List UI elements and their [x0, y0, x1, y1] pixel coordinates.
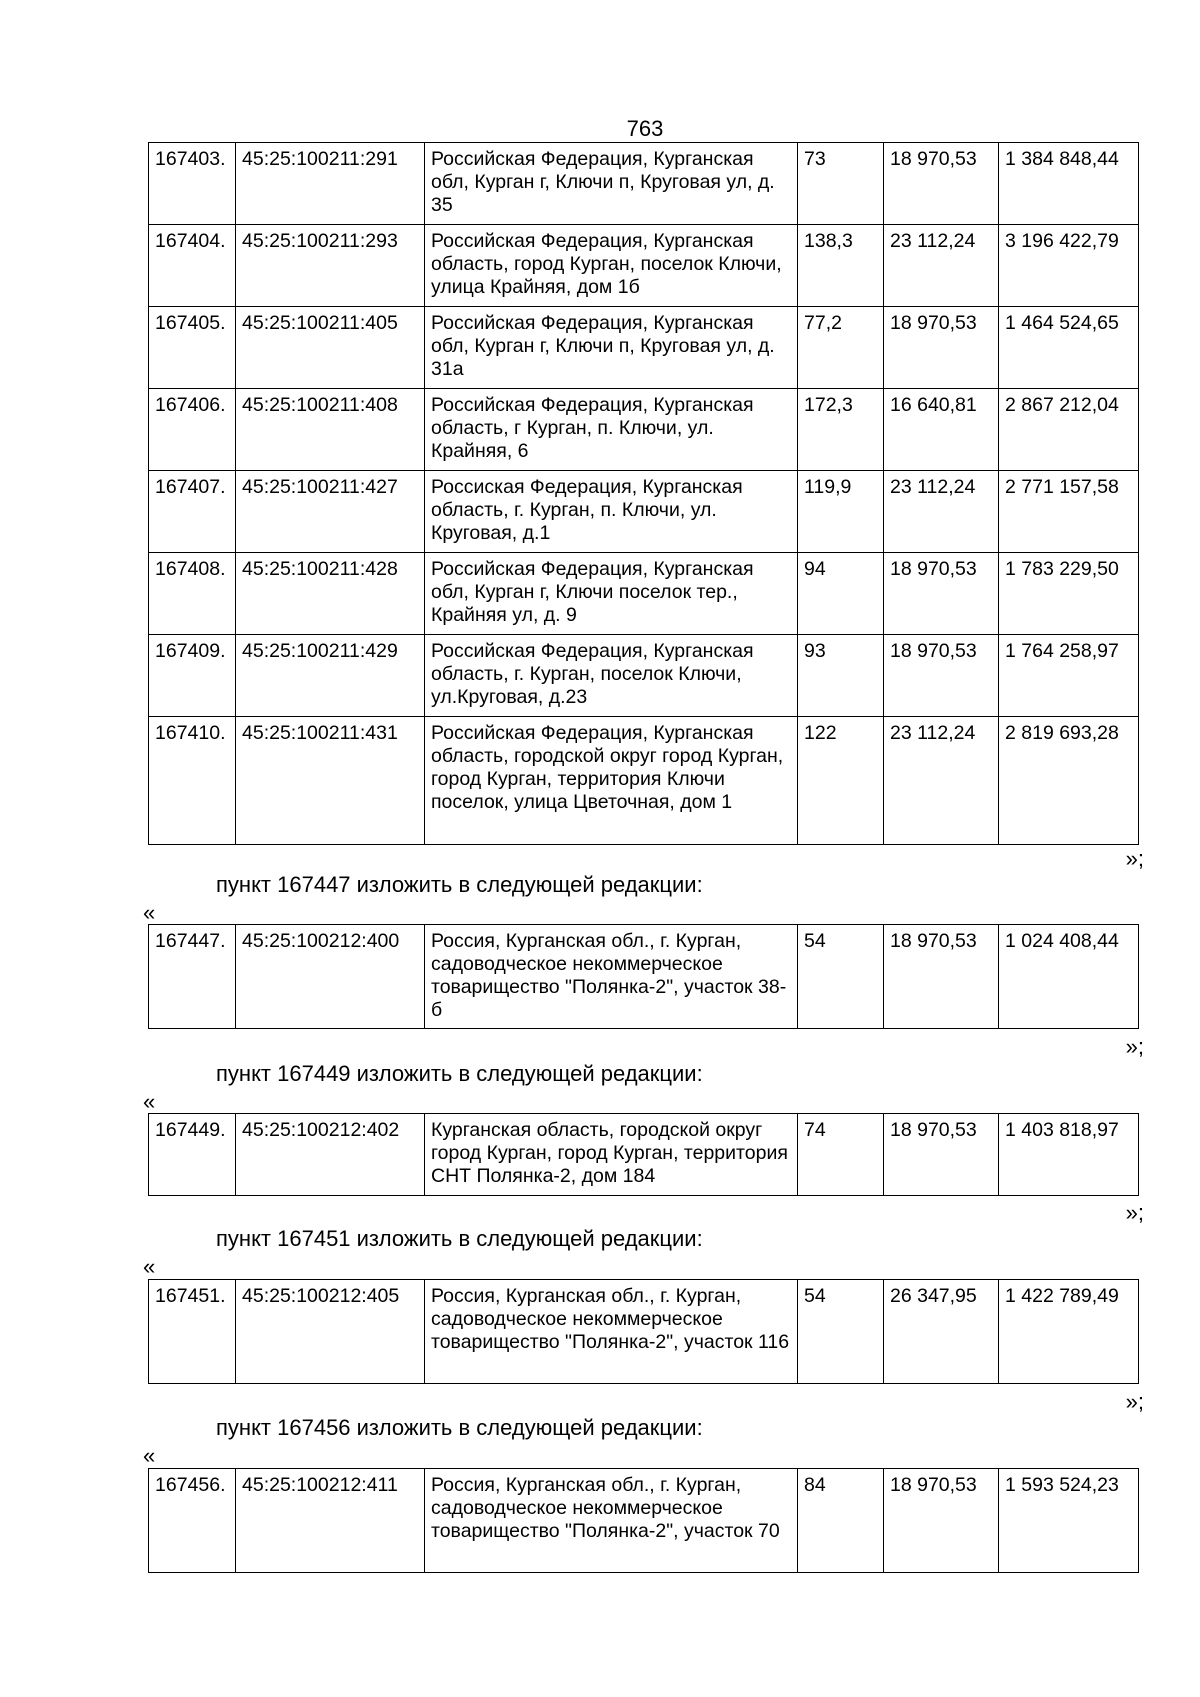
address: Российская Федерация, Курганская обл, Курган г, Ключи поселок тер., Крайняя ул, д. 9: [425, 553, 798, 635]
rate: 18 970,53: [884, 1114, 999, 1196]
address: Российская Федерация, Курганская область, г Курган, п. Ключи, ул. Крайняя, 6: [425, 389, 798, 471]
amendment-instruction: пункт 167451 изложить в следующей редакции:: [216, 1226, 703, 1251]
cadastral-number: 45:25:100211:431: [236, 717, 425, 845]
address: Россиская Федерация, Курганская область, г. Курган, п. Ключи, ул. Круговая, д.1: [425, 471, 798, 553]
address: Россия, Курганская обл., г. Курган, садоводческое некоммерческое товарищество "Полянка-2", участок 116: [425, 1280, 798, 1384]
main-table: [148, 142, 1139, 845]
cadastral-number: 45:25:100212:400: [236, 925, 425, 1029]
cadastral-number: 45:25:100211:429: [236, 635, 425, 717]
table-row: [149, 1469, 1139, 1573]
rate: 18 970,53: [884, 307, 999, 389]
row-number: 167404.: [149, 225, 236, 307]
page-number: 763: [626, 116, 664, 141]
cadastral-number: 45:25:100212:405: [236, 1280, 425, 1384]
cadastral-number: 45:25:100211:293: [236, 225, 425, 307]
amendment-instruction: пункт 167456 изложить в следующей редакции:: [216, 1415, 703, 1440]
cadastral-value: 1 783 229,50: [999, 553, 1139, 635]
cadastral-number: 45:25:100212:402: [236, 1114, 425, 1196]
table-row: [149, 717, 1139, 845]
opening-quote: «: [143, 1089, 156, 1114]
area: 77,2: [798, 307, 884, 389]
rate: 18 970,53: [884, 635, 999, 717]
rate: 18 970,53: [884, 143, 999, 225]
cadastral-number: 45:25:100211:408: [236, 389, 425, 471]
row-number: 167451.: [149, 1280, 236, 1384]
area: 54: [798, 1280, 884, 1384]
opening-quote: «: [143, 1254, 156, 1279]
row-number: 167409.: [149, 635, 236, 717]
area: 122: [798, 717, 884, 845]
area: 119,9: [798, 471, 884, 553]
rate: 26 347,95: [884, 1280, 999, 1384]
opening-quote: «: [143, 900, 156, 925]
row-number: 167405.: [149, 307, 236, 389]
cadastral-number: 45:25:100211:428: [236, 553, 425, 635]
rate: 23 112,24: [884, 717, 999, 845]
row-number: 167410.: [149, 717, 236, 845]
cadastral-value: 1 422 789,49: [999, 1280, 1139, 1384]
amendment-table: [148, 924, 1139, 1029]
rate: 16 640,81: [884, 389, 999, 471]
closing-quote: »;: [1125, 846, 1144, 871]
row-number: 167449.: [149, 1114, 236, 1196]
rate: 18 970,53: [884, 925, 999, 1029]
amendment-table: [148, 1279, 1139, 1384]
amendment-table: [148, 1113, 1139, 1196]
amendment-instruction: пункт 167447 изложить в следующей редакции:: [216, 872, 703, 897]
cadastral-value: 1 464 524,65: [999, 307, 1139, 389]
address: Российская Федерация, Курганская область, г. Курган, поселок Ключи, ул.Круговая, д.23: [425, 635, 798, 717]
opening-quote: «: [143, 1443, 156, 1468]
area: 138,3: [798, 225, 884, 307]
table-row: [149, 635, 1139, 717]
rate: 18 970,53: [884, 553, 999, 635]
address: Российская Федерация, Курганская область, город Курган, поселок Ключи, улица Крайняя, дом 1б: [425, 225, 798, 307]
cadastral-value: 1 384 848,44: [999, 143, 1139, 225]
table-row: [149, 225, 1139, 307]
row-number: 167403.: [149, 143, 236, 225]
table-row: [149, 471, 1139, 553]
cadastral-value: 2 819 693,28: [999, 717, 1139, 845]
closing-quote: »;: [1125, 1034, 1144, 1059]
table-row: [149, 307, 1139, 389]
rate: 23 112,24: [884, 225, 999, 307]
address: Российская Федерация, Курганская обл, Курган г, Ключи п, Круговая ул, д. 31а: [425, 307, 798, 389]
cadastral-value: 1 764 258,97: [999, 635, 1139, 717]
cadastral-value: 1 403 818,97: [999, 1114, 1139, 1196]
area: 54: [798, 925, 884, 1029]
cadastral-value: 2 867 212,04: [999, 389, 1139, 471]
cadastral-value: 2 771 157,58: [999, 471, 1139, 553]
closing-quote: »;: [1125, 1389, 1144, 1414]
area: 93: [798, 635, 884, 717]
table-row: [149, 1114, 1139, 1196]
rate: 23 112,24: [884, 471, 999, 553]
table-row: [149, 925, 1139, 1029]
table-row: [149, 389, 1139, 471]
area: 73: [798, 143, 884, 225]
address: Россия, Курганская обл., г. Курган, садоводческое некоммерческое товарищество "Полянка-2", участок 38-б: [425, 925, 798, 1029]
rate: 18 970,53: [884, 1469, 999, 1573]
closing-quote: »;: [1125, 1200, 1144, 1225]
address: Россия, Курганская обл., г. Курган, садоводческое некоммерческое товарищество "Полянка-2", участок 70: [425, 1469, 798, 1573]
row-number: 167456.: [149, 1469, 236, 1573]
table-row: [149, 553, 1139, 635]
cadastral-number: 45:25:100211:405: [236, 307, 425, 389]
row-number: 167408.: [149, 553, 236, 635]
area: 94: [798, 553, 884, 635]
area: 84: [798, 1469, 884, 1573]
row-number: 167407.: [149, 471, 236, 553]
table-row: [149, 1280, 1139, 1384]
cadastral-value: 1 024 408,44: [999, 925, 1139, 1029]
area: 172,3: [798, 389, 884, 471]
cadastral-value: 1 593 524,23: [999, 1469, 1139, 1573]
amendment-table: [148, 1468, 1139, 1573]
cadastral-number: 45:25:100212:411: [236, 1469, 425, 1573]
address: Российская Федерация, Курганская обл, Курган г, Ключи п, Круговая ул, д. 35: [425, 143, 798, 225]
cadastral-number: 45:25:100211:291: [236, 143, 425, 225]
row-number: 167447.: [149, 925, 236, 1029]
cadastral-number: 45:25:100211:427: [236, 471, 425, 553]
cadastral-value: 3 196 422,79: [999, 225, 1139, 307]
address: Российская Федерация, Курганская область, городской округ город Курган, город Курган, территория Ключи поселок, улица Цветочная, дом 1: [425, 717, 798, 845]
table-row: [149, 143, 1139, 225]
amendment-instruction: пункт 167449 изложить в следующей редакции:: [216, 1061, 703, 1086]
area: 74: [798, 1114, 884, 1196]
address: Курганская область, городской округ город Курган, город Курган, территория СНТ Полянка-2, дом 184: [425, 1114, 798, 1196]
row-number: 167406.: [149, 389, 236, 471]
